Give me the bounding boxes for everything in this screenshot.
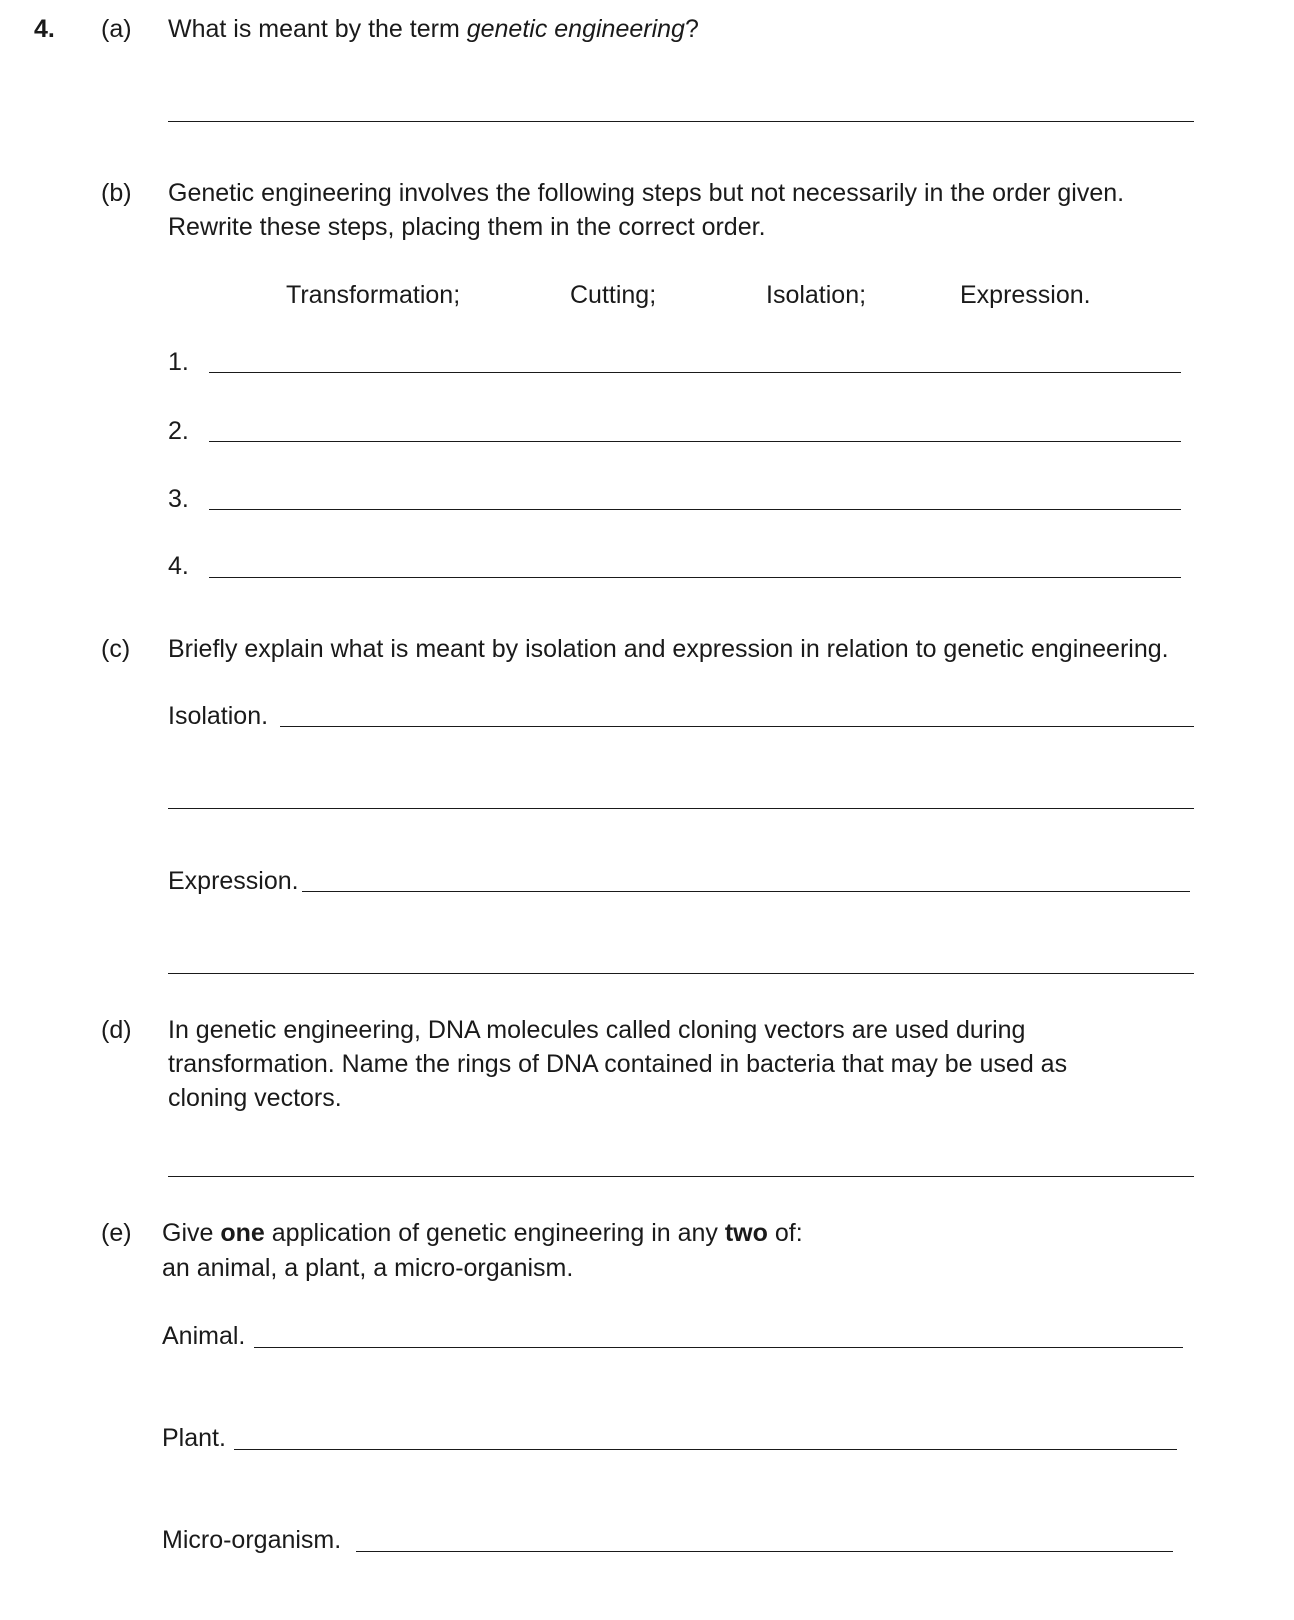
part-c-question: Briefly explain what is meant by isolation and expression in relation to genetic engineering. — [168, 635, 1169, 663]
part-e-question-line2: an animal, a plant, a micro-organism. — [162, 1254, 574, 1282]
part-e-question-line1: Give one application of genetic engineering in any two of: — [162, 1219, 803, 1247]
part-d-question-line3: cloning vectors. — [168, 1084, 342, 1112]
part-d-question-line1: In genetic engineering, DNA molecules called cloning vectors are used during — [168, 1016, 1026, 1044]
answer-number-1: 1. — [168, 348, 189, 376]
answer-line-expression-2[interactable] — [168, 973, 1194, 974]
animal-label: Animal. — [162, 1322, 246, 1350]
isolation-label: Isolation. — [168, 702, 269, 730]
part-d-question-line2: transformation. Name the rings of DNA contained in bacteria that may be used as — [168, 1050, 1068, 1078]
answer-line-isolation-1[interactable] — [280, 726, 1194, 727]
question-number: 4. — [34, 15, 55, 43]
step-transformation: Transformation; — [286, 281, 461, 309]
answer-number-2: 2. — [168, 417, 189, 445]
micro-organism-label: Micro-organism. — [162, 1526, 342, 1554]
answer-line-b2[interactable] — [209, 441, 1181, 442]
part-b-label: (b) — [101, 179, 132, 207]
answer-line-b3[interactable] — [209, 509, 1181, 510]
part-a-label: (a) — [101, 15, 132, 43]
answer-number-4: 4. — [168, 552, 189, 580]
answer-line-animal[interactable] — [254, 1347, 1183, 1348]
step-cutting: Cutting; — [570, 281, 657, 309]
part-b-instruction-line1: Genetic engineering involves the following steps but not necessarily in the order given. — [168, 179, 1125, 207]
answer-line-d[interactable] — [168, 1176, 1194, 1177]
answer-line-b4[interactable] — [209, 577, 1181, 578]
answer-line-a[interactable] — [168, 121, 1194, 122]
answer-line-b1[interactable] — [209, 372, 1181, 373]
answer-number-3: 3. — [168, 485, 189, 513]
part-e-label: (e) — [101, 1219, 132, 1247]
answer-line-plant[interactable] — [234, 1449, 1177, 1450]
part-a-question: What is meant by the term genetic engineering? — [168, 15, 699, 43]
part-d-label: (d) — [101, 1016, 132, 1044]
part-b-instruction-line2: Rewrite these steps, placing them in the correct order. — [168, 213, 766, 241]
expression-label: Expression. — [168, 867, 299, 895]
answer-line-micro-organism[interactable] — [356, 1551, 1173, 1552]
plant-label: Plant. — [162, 1424, 226, 1452]
part-c-label: (c) — [101, 635, 131, 663]
step-isolation: Isolation; — [766, 281, 867, 309]
answer-line-expression-1[interactable] — [302, 891, 1190, 892]
answer-line-isolation-2[interactable] — [168, 808, 1194, 809]
step-expression: Expression. — [960, 281, 1091, 309]
